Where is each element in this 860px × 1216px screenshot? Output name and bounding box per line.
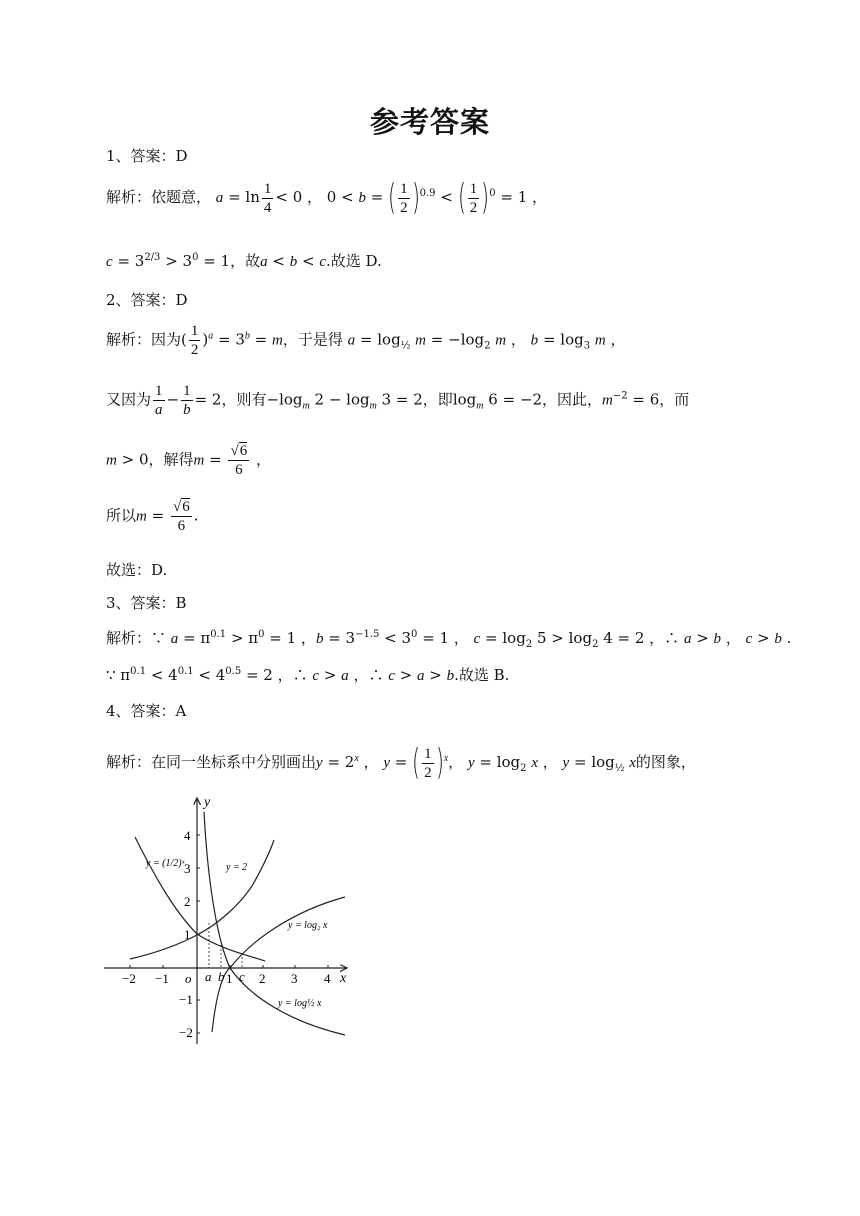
- q1-answer: 1、答案：D: [106, 147, 188, 165]
- q2-answer: 2、答案：D: [106, 291, 188, 309]
- q1-analysis-line1: 解析：依题意， a = ln $\frac{1}{4}$ < 0 ， 0 < b = ( $\frac{1}{2}$ )$^{0.9}$ < ( $\frac{1}{2}$ )$^0$ = 1 ，: [106, 177, 548, 218]
- y-axis-label: y: [204, 795, 211, 810]
- q3-analysis-line2: ∵ $\pi^{0.1} < 4^{0.1} < 4^{0.5} = 2$ ，∴ c > a ，∴ c > a > b.故选 B.: [106, 666, 510, 684]
- q2-choice: 故选：D.: [106, 561, 168, 579]
- q3-answer: 3、答案：B: [106, 594, 187, 612]
- q2-analysis-line4: 所以m = $\frac{√6}{6}$ .: [106, 499, 199, 534]
- x-tick-label: 3: [291, 971, 298, 986]
- y-tick-label: 3: [184, 861, 191, 876]
- label-log2: y = log₂ x: [288, 920, 328, 931]
- q2-analysis-line1: 解析：因为( $\frac{1}{2}$ )$^a = 3^b = m$，于是得 $a = \log_{\frac{1}{2}} m = -\log_2$ m ， $b = \log_3 m$ ，: [106, 323, 626, 358]
- q2-analysis-line3: m > 0，解得m = $\frac{√6}{6}$ ，: [106, 443, 271, 478]
- point-b-label: b: [218, 969, 225, 984]
- curve-log2: [212, 897, 345, 1032]
- q1-analysis-line2: $c = 3^{2/3} > 3^0 = 1$，故a < b < c.故选 D.: [106, 252, 382, 270]
- label-log-half: y = log½ x: [278, 998, 322, 1009]
- q2-analysis-line2: 又因为 $\frac{1}{a}$ − $\frac{1}{b}$ = 2，则有$-\log_m$ $2 - \log_m 3 = 2$，即$\log_m 6 = -2$，因此，$m^{-2} = 6$，而: [106, 383, 690, 418]
- x-tick-label: −1: [155, 971, 169, 986]
- x-axis-label: x: [340, 971, 347, 986]
- x-tick-label: 4: [324, 971, 331, 986]
- y-tick-label: 1: [184, 927, 191, 942]
- curve-exp-half: [135, 837, 265, 961]
- label-exp-half: y = (1/2)ˣ: [146, 858, 185, 869]
- y-tick-label: 4: [184, 828, 191, 843]
- point-c-label: c: [239, 969, 245, 984]
- q3-analysis-line1: 解析：∵ $a = \pi^{0.1} > \pi^0 = 1$ ，$b = 3^{-1.5} < 3^0 = 1$ ， $c = \log_2 5 > \log_2 4 = 2$ ，∴ a > b ， c > b .: [106, 629, 792, 650]
- q4-answer: 4、答案：A: [106, 702, 187, 720]
- y-tick-label: −2: [179, 1025, 193, 1040]
- y-tick-label: −1: [179, 992, 193, 1007]
- origin-label: o: [185, 971, 192, 986]
- x-tick-label: 2: [259, 971, 266, 986]
- q4-analysis-line1: 解析：在同一坐标系中分别画出$y = 2^x$ ， y = ( $\frac{1}{2}$ )$^x$， $y = \log_2 x$ ， $y = \log_{\frac{1}{2}} x$的图象，: [106, 742, 696, 783]
- y-tick-label: 2: [184, 894, 191, 909]
- point-a-label: a: [205, 969, 212, 984]
- label-exp2: y = 2: [226, 862, 248, 873]
- page-title: 参考答案: [369, 105, 490, 139]
- x-tick-label: −2: [122, 971, 136, 986]
- function-graph: [100, 792, 355, 1048]
- x-tick-label: 1: [226, 971, 233, 986]
